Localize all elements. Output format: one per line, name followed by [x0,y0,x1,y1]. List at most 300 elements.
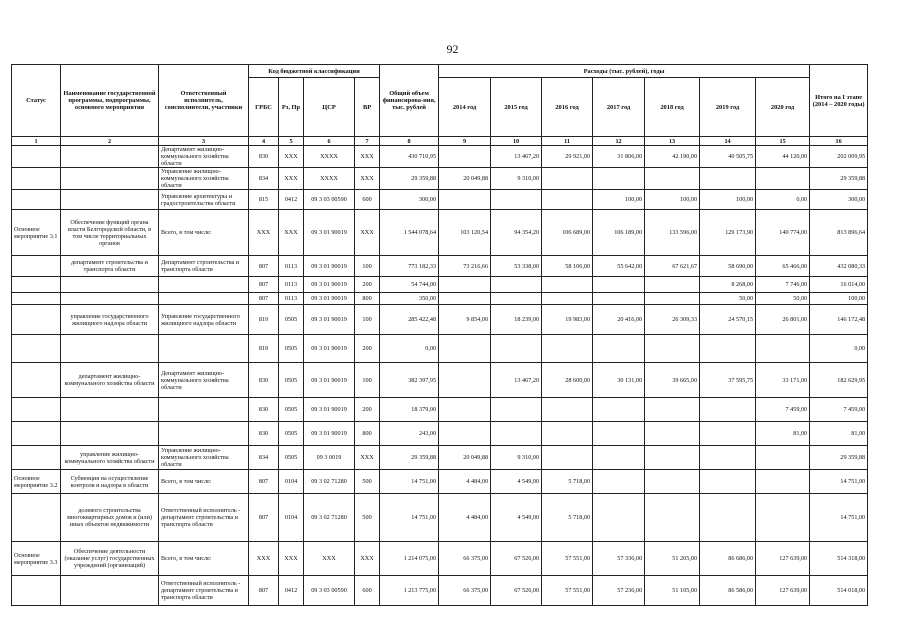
table-row [12,470,868,494]
grbs-cell: 807 [249,293,279,305]
stage-total-cell: 81,00 [810,422,868,446]
year-value-cell [645,470,700,494]
year-value-cell [491,398,542,422]
rzpr-cell: 0505 [279,398,304,422]
year-value-cell: 31 806,00 [593,146,645,168]
year-value-cell: 100,00 [593,190,645,210]
csr-cell: 09 3 03 00590 [304,576,355,606]
responsible-cell [159,293,249,305]
table-row [12,576,868,606]
table-row [12,446,868,470]
table-row [12,293,868,305]
grbs-cell: 807 [249,256,279,277]
name-cell [61,277,159,293]
year-value-cell: 42 190,00 [645,146,700,168]
year-value-cell [439,398,491,422]
year-value-cell: 40 505,75 [700,146,756,168]
year-value-cell: 18 239,00 [491,305,542,335]
stage-total-cell: 300,00 [810,190,868,210]
table-row [12,542,868,576]
column-number: 6 [304,137,355,146]
stage-total-cell: 432 080,33 [810,256,868,277]
column-number: 2 [61,137,159,146]
year-value-cell: 37 595,75 [700,363,756,398]
csr-cell: 09 3 02 71280 [304,470,355,494]
name-cell [61,146,159,168]
csr-cell: 09 3 01 90019 [304,293,355,305]
status-cell [12,305,61,335]
year-value-cell: 57 236,00 [593,576,645,606]
csr-cell: 09 3 02 71280 [304,494,355,542]
total-cell: 1 214 075,00 [380,542,439,576]
year-value-cell: 5 718,00 [542,494,593,542]
total-cell: 29 359,88 [380,168,439,190]
year-value-cell [491,277,542,293]
year-value-cell [645,277,700,293]
year-value-cell [439,277,491,293]
column-number: 10 [491,137,542,146]
year-value-cell [756,446,810,470]
stage-total-cell: 146 172,48 [810,305,868,335]
stage-total-cell: 100,00 [810,293,868,305]
grbs-cell: 834 [249,446,279,470]
column-number: 11 [542,137,593,146]
year-value-cell: 33 171,00 [756,363,810,398]
status-cell [12,446,61,470]
year-value-cell: 4 549,00 [491,494,542,542]
grbs-cell: 807 [249,576,279,606]
name-cell: долевого строительства многоквартирных домов и (или) иных объектов недвижимости [61,494,159,542]
year-value-cell [439,363,491,398]
year-value-cell: 66 375,00 [439,576,491,606]
name-cell [61,335,159,363]
year-value-cell [700,168,756,190]
grbs-cell: 830 [249,422,279,446]
rzpr-cell: 0113 [279,256,304,277]
responsible-cell [159,398,249,422]
year-value-cell [542,422,593,446]
status-cell [12,576,61,606]
year-value-cell [542,190,593,210]
vr-cell: 100 [355,305,380,335]
rzpr-cell: XXX [279,542,304,576]
rzpr-cell: 0505 [279,335,304,363]
year-value-cell: 39 665,00 [645,363,700,398]
year-value-cell [756,335,810,363]
name-cell [61,576,159,606]
total-cell: 18 379,00 [380,398,439,422]
vr-cell: 500 [355,470,380,494]
header-year-2020: 2020 год [756,78,810,137]
year-value-cell [756,168,810,190]
year-value-cell [542,398,593,422]
status-cell: Основное мероприятие 3.2 [12,470,61,494]
csr-cell: XXXX [304,146,355,168]
responsible-cell [159,335,249,363]
total-cell: 14 751,00 [380,494,439,542]
grbs-cell: 807 [249,277,279,293]
responsible-cell: Управление жилищно-коммунального хозяйства области [159,446,249,470]
vr-cell: 200 [355,398,380,422]
table-row [12,363,868,398]
grbs-cell: 830 [249,363,279,398]
year-value-cell [593,168,645,190]
table-row [12,422,868,446]
year-value-cell: 58 690,00 [700,256,756,277]
year-value-cell: 20 416,00 [593,305,645,335]
column-number: 13 [645,137,700,146]
table-row [12,168,868,190]
responsible-cell: Департамент строительства и транспорта области [159,256,249,277]
year-value-cell: 50,00 [756,293,810,305]
column-number: 7 [355,137,380,146]
year-value-cell: 44 120,00 [756,146,810,168]
rzpr-cell: XXX [279,210,304,256]
status-cell [12,398,61,422]
grbs-cell: 815 [249,190,279,210]
year-value-cell [593,277,645,293]
stage-total-cell: 0,00 [810,335,868,363]
column-number: 15 [756,137,810,146]
year-value-cell [593,398,645,422]
vr-cell: 800 [355,293,380,305]
column-number: 1 [12,137,61,146]
rzpr-cell: 0104 [279,470,304,494]
year-value-cell [645,335,700,363]
total-cell: 29 359,88 [380,446,439,470]
csr-cell: XXX [304,542,355,576]
rzpr-cell: 0104 [279,494,304,542]
responsible-cell: Ответственный исполнитель - департамент строительства и транспорта области [159,576,249,606]
year-value-cell: 26 309,33 [645,305,700,335]
year-value-cell [700,335,756,363]
stage-total-cell: 514 318,00 [810,542,868,576]
year-value-cell [439,335,491,363]
year-value-cell: 65 466,00 [756,256,810,277]
year-value-cell [700,494,756,542]
table-row [12,335,868,363]
year-value-cell: 30 131,00 [593,363,645,398]
rzpr-cell: XXX [279,168,304,190]
rzpr-cell: 0505 [279,363,304,398]
header-total-financing: Общий объем финансирова-ния, тыс. рублей [380,65,439,137]
year-value-cell: 106 189,00 [593,210,645,256]
csr-cell: 09 3 01 90019 [304,305,355,335]
name-cell [61,422,159,446]
year-value-cell: 20 049,88 [439,168,491,190]
header-total-stage: Итого на I этапе (2014 – 2020 годы) [810,65,868,137]
column-number: 12 [593,137,645,146]
csr-cell: 09 3 01 90019 [304,398,355,422]
rzpr-cell: 0505 [279,446,304,470]
header-year-2015: 2015 год [491,78,542,137]
table-row [12,256,868,277]
stage-total-cell: 14 751,00 [810,494,868,542]
csr-cell: 09 3 01 90019 [304,210,355,256]
csr-cell: 09 3 03 00590 [304,190,355,210]
year-value-cell [645,168,700,190]
year-value-cell: 127 639,00 [756,576,810,606]
name-cell: департамент жилищно-коммунального хозяйства области [61,363,159,398]
year-value-cell: 100,00 [700,190,756,210]
total-cell: 1 544 078,64 [380,210,439,256]
csr-cell: 09 3 01 90019 [304,277,355,293]
year-value-cell: 67 526,00 [491,576,542,606]
total-cell: 300,00 [380,190,439,210]
year-value-cell: 29 921,00 [542,146,593,168]
vr-cell: XXX [355,446,380,470]
responsible-cell [159,277,249,293]
total-cell: 430 710,95 [380,146,439,168]
status-cell: Основное мероприятие 3.1 [12,210,61,256]
year-value-cell [700,470,756,494]
header-year-2014: 2014 год [439,78,491,137]
year-value-cell: 4 484,00 [439,494,491,542]
rzpr-cell: 0412 [279,576,304,606]
total-cell: 350,00 [380,293,439,305]
year-value-cell [439,422,491,446]
year-value-cell [593,470,645,494]
year-value-cell [542,168,593,190]
total-cell: 14 751,00 [380,470,439,494]
year-value-cell: 127 639,00 [756,542,810,576]
responsible-cell: Департамент жилищно-коммунального хозяйства области [159,363,249,398]
year-value-cell [542,335,593,363]
year-value-cell: 86 586,00 [700,576,756,606]
column-number: 14 [700,137,756,146]
csr-cell: 09 3 0019 [304,446,355,470]
year-value-cell [700,422,756,446]
rzpr-cell: 0113 [279,293,304,305]
year-value-cell: 103 120,54 [439,210,491,256]
total-cell: 0,00 [380,335,439,363]
name-cell: Обеспечение деятельности (оказание услуг) государственных учреждений (организаций) [61,542,159,576]
year-value-cell [756,470,810,494]
rzpr-cell: 0505 [279,305,304,335]
table-body [12,146,868,606]
rzpr-cell: 0412 [279,190,304,210]
status-cell [12,256,61,277]
year-value-cell: 73 216,66 [439,256,491,277]
total-cell: 243,00 [380,422,439,446]
year-value-cell [593,293,645,305]
year-value-cell: 9 310,00 [491,168,542,190]
name-cell: департамент строительства и транспорта области [61,256,159,277]
year-value-cell [491,190,542,210]
year-value-cell [593,494,645,542]
year-value-cell: 26 801,00 [756,305,810,335]
stage-total-cell: 7 459,00 [810,398,868,422]
year-value-cell: 94 354,20 [491,210,542,256]
year-value-cell: 57 551,00 [542,576,593,606]
status-cell [12,146,61,168]
stage-total-cell: 182 629,95 [810,363,868,398]
stage-total-cell: 16 014,00 [810,277,868,293]
table-row [12,305,868,335]
column-number: 5 [279,137,304,146]
responsible-cell: Ответственный исполнитель - департамент строительства и транспорта области [159,494,249,542]
year-value-cell [439,190,491,210]
rzpr-cell: 0113 [279,277,304,293]
name-cell [61,293,159,305]
grbs-cell: 807 [249,494,279,542]
grbs-cell: 819 [249,305,279,335]
grbs-cell: 834 [249,168,279,190]
year-value-cell: 9 854,00 [439,305,491,335]
name-cell [61,168,159,190]
year-value-cell [700,398,756,422]
stage-total-cell: 514 018,00 [810,576,868,606]
year-value-cell: 129 173,90 [700,210,756,256]
vr-cell: XXX [355,210,380,256]
column-number-row [12,137,868,146]
year-value-cell: 57 551,00 [542,542,593,576]
year-value-cell: 9 310,00 [491,446,542,470]
header-status: Статус [12,65,61,137]
status-cell [12,335,61,363]
status-cell [12,363,61,398]
stage-total-cell: 29 359,88 [810,446,868,470]
year-value-cell [645,293,700,305]
year-value-cell: 5 718,00 [542,470,593,494]
header-expenses: Расходы (тыс. рублей), годы [439,65,810,78]
table-row [12,398,868,422]
total-cell: 54 744,00 [380,277,439,293]
year-value-cell: 20 049,88 [439,446,491,470]
csr-cell: 09 3 01 90019 [304,363,355,398]
name-cell [61,190,159,210]
header-rzpr: Рз, Пр [279,78,304,137]
vr-cell: 100 [355,363,380,398]
responsible-cell: Управление архитектуры и градостроительства области [159,190,249,210]
page-number: 92 [446,42,459,56]
year-value-cell: 86 686,00 [700,542,756,576]
year-value-cell: 7 746,00 [756,277,810,293]
total-cell: 382 397,95 [380,363,439,398]
year-value-cell [645,422,700,446]
stage-total-cell: 29 359,88 [810,168,868,190]
total-cell: 285 422,48 [380,305,439,335]
grbs-cell: XXX [249,542,279,576]
year-value-cell: 24 570,15 [700,305,756,335]
year-value-cell: 140 774,00 [756,210,810,256]
year-value-cell: 8 268,00 [700,277,756,293]
year-value-cell [542,446,593,470]
year-value-cell: 55 642,00 [593,256,645,277]
vr-cell: XXX [355,146,380,168]
name-cell: Субвенция на осуществление контроля и надзора в области [61,470,159,494]
header-name: Наименование государственной программы, подпрограммы, основного мероприятия [61,65,159,137]
year-value-cell [491,293,542,305]
responsible-cell: Всего, в том числе: [159,210,249,256]
status-cell [12,293,61,305]
year-value-cell: 28 600,00 [542,363,593,398]
year-value-cell [756,494,810,542]
vr-cell: 500 [355,494,380,542]
rzpr-cell: XXX [279,146,304,168]
name-cell: Обеспечение функций органа власти Белгородской области, в том числе территориальных органов [61,210,159,256]
vr-cell: 600 [355,190,380,210]
vr-cell: 600 [355,576,380,606]
header-year-2018: 2018 год [645,78,700,137]
year-value-cell: 67 621,67 [645,256,700,277]
year-value-cell: 66 375,00 [439,542,491,576]
year-value-cell: 100,00 [645,190,700,210]
csr-cell: 09 3 01 90019 [304,335,355,363]
responsible-cell: Управление государственного жилищного надзора области [159,305,249,335]
year-value-cell: 4 549,00 [491,470,542,494]
header-responsible: Ответственный исполнитель, соисполнители, участники [159,65,249,137]
responsible-cell: Департамент жилищно-коммунального хозяйства области [159,146,249,168]
grbs-cell: 830 [249,398,279,422]
status-cell [12,422,61,446]
grbs-cell: 807 [249,470,279,494]
year-value-cell [542,293,593,305]
header-grbs: ГРБС [249,78,279,137]
header-year-2019: 2019 год [700,78,756,137]
stage-total-cell: 14 751,00 [810,470,868,494]
table-row [12,210,868,256]
year-value-cell: 106 689,00 [542,210,593,256]
header-year-2017: 2017 год [593,78,645,137]
column-number: 8 [380,137,439,146]
year-value-cell [700,446,756,470]
table-row [12,494,868,542]
year-value-cell [593,422,645,446]
rzpr-cell: 0505 [279,422,304,446]
year-value-cell: 19 983,00 [542,305,593,335]
year-value-cell [491,335,542,363]
responsible-cell: Всего, в том числе: [159,470,249,494]
vr-cell: 800 [355,422,380,446]
year-value-cell: 67 526,00 [491,542,542,576]
year-value-cell [439,293,491,305]
total-cell: 1 213 775,00 [380,576,439,606]
stage-total-cell: 813 896,64 [810,210,868,256]
responsible-cell: Всего, в том числе: [159,542,249,576]
year-value-cell: 133 596,00 [645,210,700,256]
column-number: 4 [249,137,279,146]
header-year-2016: 2016 год [542,78,593,137]
year-value-cell [593,335,645,363]
year-value-cell [645,398,700,422]
header-vr: ВР [355,78,380,137]
year-value-cell: 4 484,00 [439,470,491,494]
vr-cell: XXX [355,542,380,576]
csr-cell: 09 3 01 90019 [304,422,355,446]
year-value-cell: 53 338,00 [491,256,542,277]
year-value-cell: 13 467,20 [491,363,542,398]
column-number: 16 [810,137,868,146]
year-value-cell: 81,00 [756,422,810,446]
year-value-cell: 51 205,00 [645,542,700,576]
grbs-cell: 830 [249,146,279,168]
name-cell: управление жилищно-коммунального хозяйства области [61,446,159,470]
vr-cell: XXX [355,168,380,190]
year-value-cell [542,277,593,293]
year-value-cell [491,422,542,446]
year-value-cell [645,446,700,470]
year-value-cell: 50,00 [700,293,756,305]
column-number: 9 [439,137,491,146]
vr-cell: 100 [355,256,380,277]
year-value-cell: 13 467,20 [491,146,542,168]
status-cell [12,190,61,210]
year-value-cell [593,446,645,470]
table-row [12,146,868,168]
grbs-cell: 819 [249,335,279,363]
column-number: 3 [159,137,249,146]
